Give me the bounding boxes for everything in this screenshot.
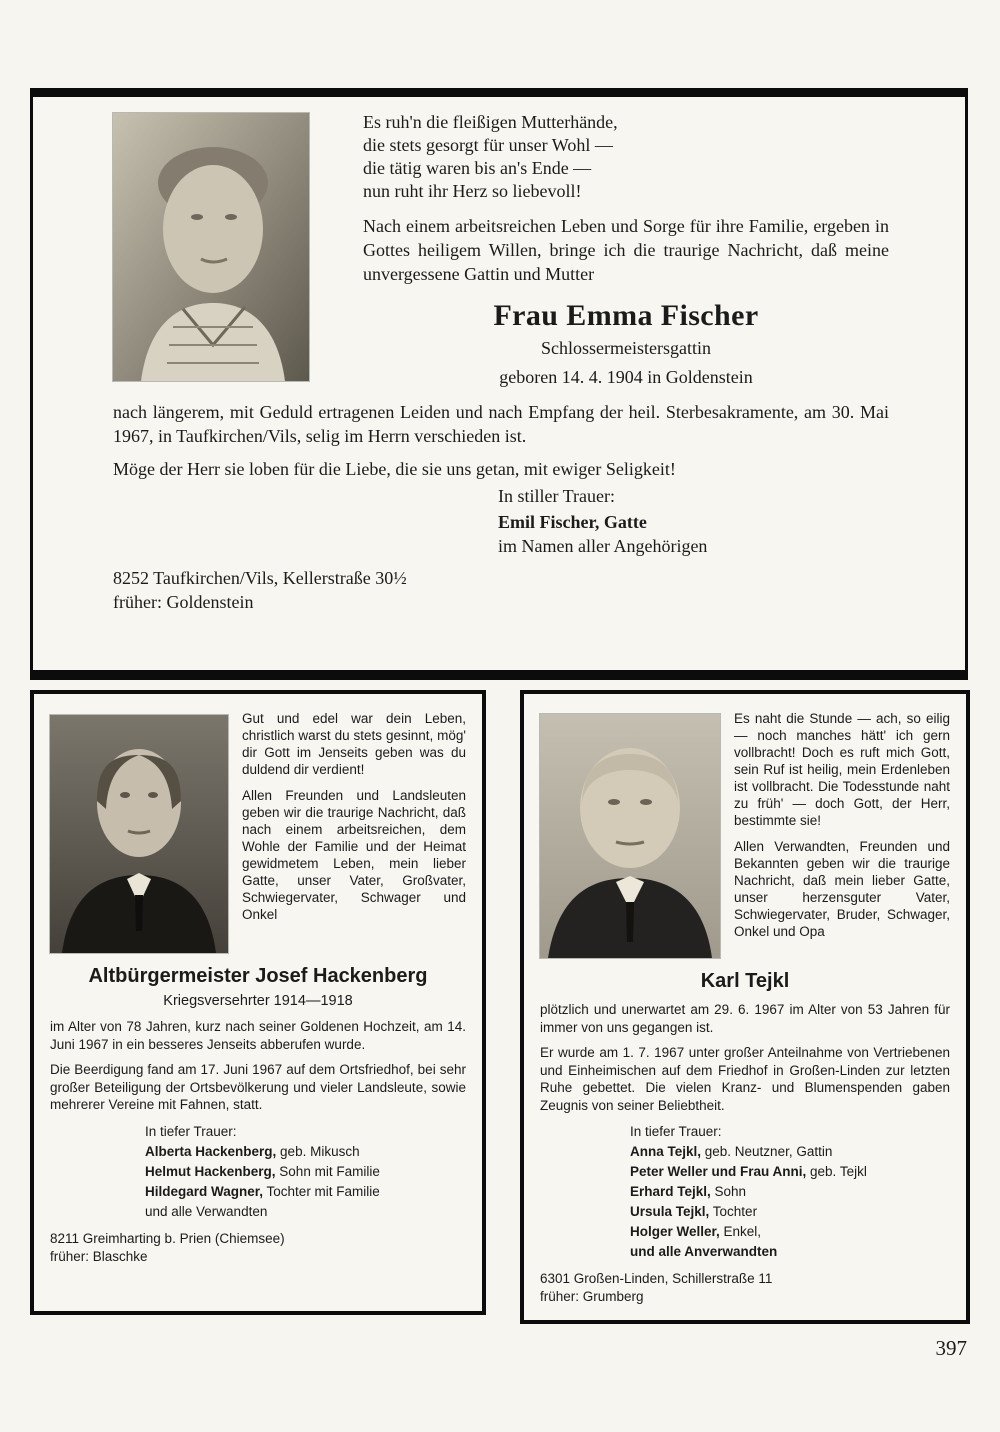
- notice-tejkl: [520, 690, 970, 1324]
- mourning-label: In tiefer Trauer:: [145, 1123, 237, 1139]
- mourner-line: [145, 1143, 466, 1161]
- mourner-line: [145, 1183, 466, 1201]
- portrait-photo-emma-fischer: [113, 113, 309, 381]
- verse-line: die stets gesorgt für unser Wohl —: [363, 135, 613, 155]
- mourning-label: In tiefer Trauer:: [630, 1124, 722, 1139]
- mourner-role: Sohn mit Familie: [275, 1163, 380, 1179]
- mourner-name: Hildegard Wagner,: [145, 1183, 264, 1199]
- mourning-block: [145, 1123, 466, 1221]
- mourner-line: [630, 1203, 950, 1221]
- address-line: 8211 Greimharting b. Prien (Chiemsee): [50, 1230, 285, 1246]
- notice-fischer-header-row: [113, 111, 889, 389]
- mourning-block: [630, 1123, 950, 1261]
- mourner-name: Alberta Hackenberg,: [145, 1143, 277, 1159]
- deceased-name: Altbürgermeister Josef Hackenberg: [88, 965, 428, 987]
- portrait-photo-josef-hackenberg: [50, 715, 228, 953]
- mourner-role: Sohn: [710, 1184, 747, 1199]
- birth-info: geboren 14. 4. 1904 in Goldenstein: [499, 367, 753, 387]
- mourner-line: [630, 1163, 950, 1181]
- notice-hackenberg-text-column: [242, 710, 466, 953]
- death-info: im Alter von 78 Jahren, kurz nach seiner Goldenen Hochzeit, am 14. Juni 1967 in ein besseres Jenseits abberufen wurde.: [50, 1019, 466, 1052]
- mourner-name: Helmut Hackenberg,: [145, 1163, 276, 1179]
- funeral-info: Er wurde am 1. 7. 1967 unter großer Anteilnahme von Vertriebenen und Einheimischen auf dem Friedhof in Großen-Linden zur letzten Ruhe gebettet. Die vielen Kranz- und Blumenspenden gaben Zeugnis von seiner Beliebtheit.: [540, 1045, 950, 1113]
- notice-hackenberg-header-row: [50, 710, 466, 953]
- portrait-illustration: [113, 113, 309, 381]
- mourner-name: Anna Tejkl,: [630, 1144, 702, 1159]
- mourner-note: im Namen aller Angehörigen: [498, 536, 708, 556]
- mourner-role: geb. Neutzner, Gattin: [701, 1144, 833, 1159]
- portrait-photo-karl-tejkl: [540, 714, 720, 958]
- mourner-name: Erhard Tejkl,: [630, 1184, 711, 1199]
- mourner-role: Enkel,: [719, 1224, 762, 1239]
- verse-line: nun ruht ihr Herz so liebevoll!: [363, 181, 582, 201]
- memorial-verse: [363, 111, 889, 203]
- mourner-line: [630, 1143, 950, 1161]
- mourner-name: Peter Weller und Frau Anni,: [630, 1164, 807, 1179]
- former-residence: früher: Grumberg: [540, 1289, 644, 1304]
- former-residence: früher: Blaschke: [50, 1248, 148, 1264]
- page-number: 397: [935, 1336, 967, 1360]
- mourning-block: [498, 485, 889, 558]
- blessing-text: Möge der Herr sie loben für die Liebe, die sie uns getan, mit ewiger Seligkeit!: [113, 459, 676, 479]
- address-block: [113, 566, 889, 614]
- deceased-name: Frau Emma Fischer: [493, 299, 759, 332]
- mourner-line: [145, 1203, 466, 1221]
- mourner-role: Tochter: [709, 1204, 758, 1219]
- address-block: [540, 1270, 950, 1306]
- mourner-name: und alle Anverwandten: [630, 1244, 778, 1259]
- portrait-illustration: [50, 715, 228, 953]
- notice-fischer: [30, 88, 968, 680]
- notice-hackenberg: [30, 690, 486, 1315]
- address-block: [50, 1230, 466, 1266]
- memorial-verse: Gut und edel war dein Leben, christlich warst du stets gesinnt, mög' dir Gott im Jenseits geben was du duldend dir verdient!: [242, 711, 466, 777]
- announcement-text: Allen Verwandten, Freunden und Bekannten geben wir die traurige Nachricht, daß mein lieber Gatte, unser herzensguter Vater, Schwiegervater, Bruder, Schwager, Onkel und Opa: [734, 839, 950, 939]
- deceased-title: Schlossermeistersgattin: [541, 338, 711, 358]
- portrait-illustration: [540, 714, 720, 958]
- mourning-label: In stiller Trauer:: [498, 486, 615, 506]
- announcement-text: Nach einem arbeitsreichen Leben und Sorge für ihre Familie, ergeben in Gottes heiligem Willen, bringe ich die traurige Nachricht, daß meine unvergessene Gattin und Mutter: [363, 216, 889, 284]
- mourner-role: Tochter mit Familie: [263, 1183, 380, 1199]
- mourner-name: Holger Weller,: [630, 1224, 720, 1239]
- mourner-line: [145, 1163, 466, 1181]
- notice-tejkl-text-column: [734, 710, 950, 958]
- verse-line: die tätig waren bis an's Ende —: [363, 158, 592, 178]
- address-line: 6301 Großen-Linden, Schillerstraße 11: [540, 1271, 773, 1286]
- announcement-text: Allen Freunden und Landsleuten geben wir die traurige Nachricht, daß nach einem arbeitsreichen, dem Wohle der Familie und der Heimat gewidmetem Leben, mein lieber Gatte, unser Vater, Großvater, Schwiegervater, Schwager und Onkel: [242, 788, 466, 922]
- memorial-verse: Es naht die Stunde — ach, so eilig — noch manches hätt' ich gern vollbracht! Doch es ruft mich Gott, sein Ruf ist heilig, mein Erdenleben ist vollbracht. Die Todesstunde naht zu früh' — doch Gott, der Herr, bestimmte sie!: [734, 711, 950, 828]
- address-line: 8252 Taufkirchen/Vils, Kellerstraße 30½: [113, 568, 407, 588]
- former-residence: früher: Goldenstein: [113, 592, 254, 612]
- mourner-line: [630, 1183, 950, 1201]
- deceased-title: Kriegsversehrter 1914—1918: [163, 993, 353, 1009]
- death-info: nach längerem, mit Geduld ertragenen Leiden und nach Empfang der heil. Sterbesakramente, am 30. Mai 1967, in Taufkirchen/Vils, selig im Herrn verschieden ist.: [113, 402, 889, 446]
- mourner-line: [630, 1243, 950, 1261]
- mourner-role: geb. Mikusch: [276, 1143, 360, 1159]
- verse-line: Es ruh'n die fleißigen Mutterhände,: [363, 112, 618, 132]
- mourner-line: [630, 1223, 950, 1241]
- death-info: plötzlich und unerwartet am 29. 6. 1967 im Alter von 53 Jahren für immer von uns gegangen ist.: [540, 1002, 950, 1035]
- notice-tejkl-header-row: [540, 710, 950, 958]
- funeral-info: Die Beerdigung fand am 17. Juni 1967 auf dem Ortsfriedhof, bei sehr großer Beteiligung der Ortsbevölkerung und vieler Landsleute, sowie mehrerer Vereine mit Fahnen, statt.: [50, 1062, 466, 1112]
- mourner-name: Emil Fischer, Gatte: [498, 512, 647, 532]
- notice-fischer-text-column: [363, 111, 889, 389]
- mourner-role: geb. Tejkl: [806, 1164, 867, 1179]
- mourner-role: und alle Verwandten: [145, 1203, 268, 1219]
- mourner-name: Ursula Tejkl,: [630, 1204, 710, 1219]
- deceased-name: Karl Tejkl: [700, 970, 790, 992]
